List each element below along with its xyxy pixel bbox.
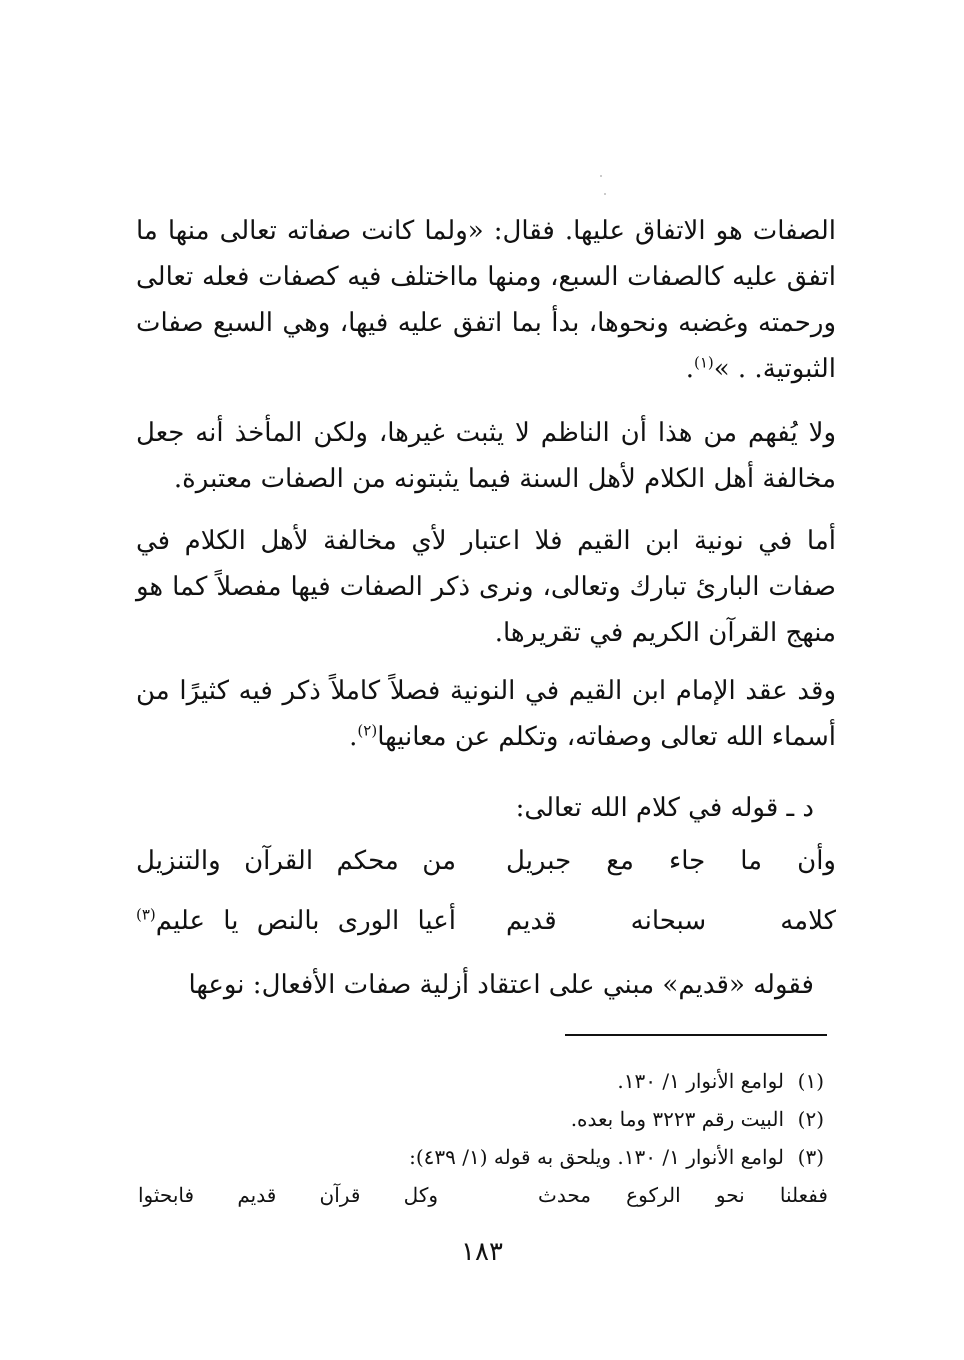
verse-line-1 [136, 838, 836, 884]
paragraph-1-tail: . [685, 354, 694, 384]
footnote-ref-2[interactable]: (٢) [357, 721, 378, 740]
footnote-2-text: البيت رقم ٣٢٢٣ وما بعده. [570, 1107, 784, 1131]
footnote-2 [134, 1100, 824, 1138]
paragraph-2 [136, 410, 836, 502]
footnote-1 [134, 1062, 824, 1100]
paragraph-4-tail: . [349, 722, 358, 752]
paragraph-4-text: وقد عقد الإمام ابن القيم في النونية فصلاً كاملاً ذكر فيه كثيرًا من أسماء الله تعالى وصفاته، وتكلم عن معانيها [136, 676, 836, 752]
paragraph-2-text: ولا يُفهم من هذا أن الناظم لا يثبت غيرها، ولكن المأخذ أنه جعل مخالفة أهل الكلام لأهل السنة فيما يثبتونه من الصفات معتبرة. [136, 418, 836, 494]
verse-2-second-hemistich-text: أعيا الورى بالنص يا عليم [155, 906, 456, 936]
verse-line-2 [136, 898, 836, 944]
footnote-verse-first-hemistich: ففعلنا نحو الركوع محدث [538, 1183, 828, 1207]
verse-2-second-hemistich [136, 898, 456, 944]
footnote-3-number: (٣) [797, 1145, 824, 1169]
scan-speck [604, 193, 606, 195]
paragraph-1 [136, 208, 836, 392]
continuation-line-text: فقوله «قديم» مبني على اعتقاد أزلية صفات الأفعال: نوعها [188, 970, 814, 1000]
footnote-ref-3[interactable]: (٣) [136, 905, 156, 924]
footnote-1-number: (١) [797, 1069, 824, 1093]
footnote-3 [134, 1138, 824, 1176]
footnote-separator [565, 1034, 827, 1036]
verse-1-second-hemistich: من محكم القرآن والتنزيل [136, 846, 456, 876]
paragraph-1-text: الصفات هو الاتفاق عليها. فقال: «ولما كانت صفاته تعالى منها ما اتفق عليه كالصفات السبع، ومنها مااختلف فيه كصفات فعله تعالى ورحمته وغضبه ونحوها، بدأ بما اتفق عليه فيها، وهي السبع صفات الثبوتية. . » [136, 216, 836, 384]
footnote-3-text: لوامع الأنوار ١/ ١٣٠. ويلحق به قوله (١/ ٤٣٩): [409, 1145, 784, 1169]
verse-2-first-hemistich: كلامه سبحانه قديم [506, 906, 836, 936]
continuation-line [134, 962, 814, 1008]
paragraph-3-text: أما في نونية ابن القيم فلا اعتبار لأي مخالفة لأهل الكلام في صفات البارئ تبارك وتعالى، ونرى ذكر الصفات فيها مفصلاً كما هو منهج القرآن الكريم في تقريرها. [136, 526, 836, 648]
footnote-3-verse [138, 1176, 828, 1214]
verse-1-first-hemistich: وأن ما جاء مع جبريل [506, 846, 836, 876]
footnote-1-text: لوامع الأنوار ١/ ١٣٠. [617, 1069, 784, 1093]
footnote-ref-1[interactable]: (١) [693, 353, 714, 372]
page-number: ١٨٣ [461, 1237, 503, 1267]
footnotes [134, 1062, 828, 1214]
footnote-2-number: (٢) [797, 1107, 824, 1131]
paragraph-3 [136, 518, 836, 656]
footnote-verse-second-hemistich: وكل قرآن قديم فابحثوا [138, 1183, 438, 1207]
scan-speck [600, 175, 602, 177]
section-heading: د ـ قوله في كلام الله تعالى: [515, 793, 814, 823]
paragraph-4 [136, 668, 836, 760]
